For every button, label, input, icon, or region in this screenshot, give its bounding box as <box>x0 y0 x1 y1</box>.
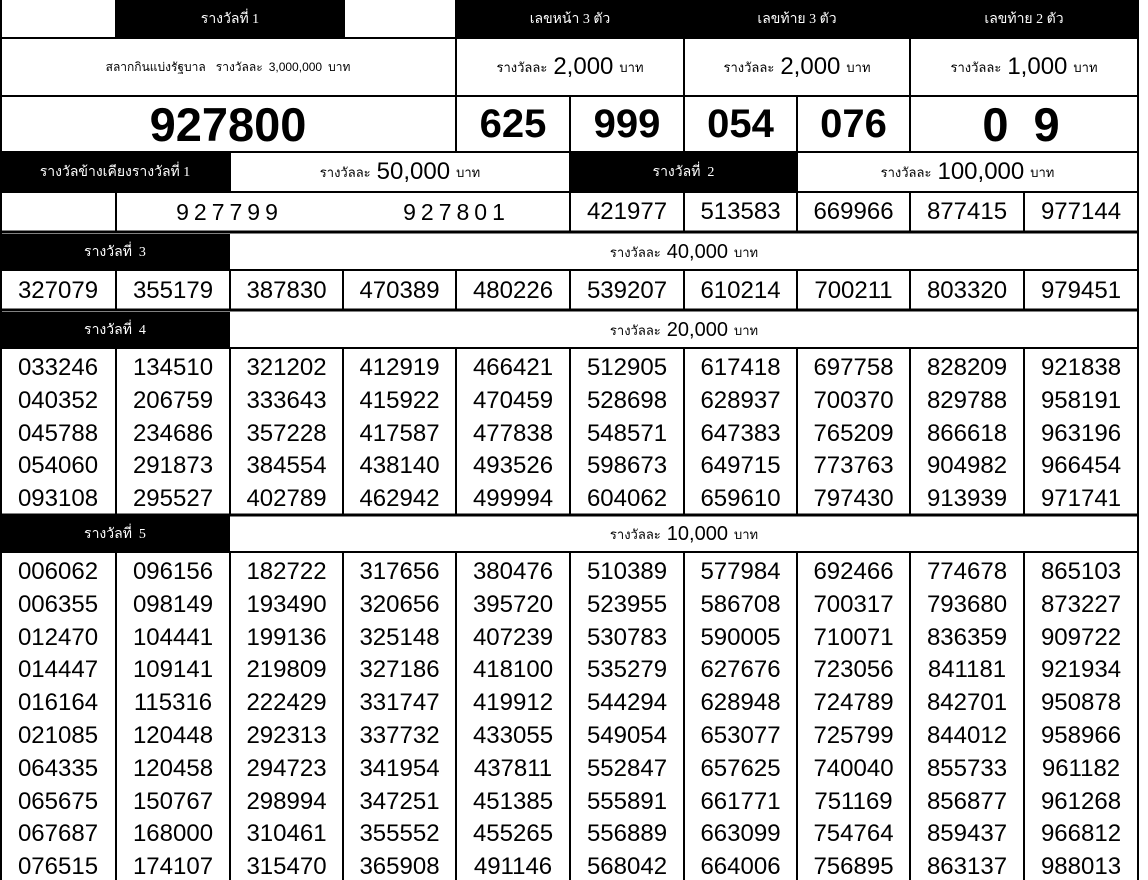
fifth-prize-number: 016164 <box>17 689 99 717</box>
front3-header <box>456 0 684 38</box>
fifth-prize-number: 455265 <box>472 820 554 848</box>
fifth-prize-column <box>343 554 456 880</box>
first-prize-header <box>116 0 344 38</box>
fourth-prize-number: 054060 <box>17 452 99 480</box>
third-prize-number: 700211 <box>797 272 910 310</box>
fifth-prize-column <box>910 554 1024 880</box>
fourth-prize-reward <box>230 312 1138 348</box>
fifth-prize-number: 298994 <box>246 787 327 815</box>
back2-reward <box>910 38 1138 96</box>
fifth-prize-number: 958966 <box>1040 721 1122 749</box>
fifth-prize-number: 754764 <box>813 820 894 848</box>
fourth-prize-column <box>1024 350 1138 514</box>
adjacent-prize-header <box>0 152 230 192</box>
fourth-prize-number: 291873 <box>132 452 214 480</box>
fifth-prize-number: 341954 <box>359 754 440 782</box>
fifth-prize-number: 855733 <box>926 754 1008 782</box>
fifth-prize-number: 842701 <box>926 689 1008 717</box>
fourth-prize-number: 093108 <box>17 485 99 513</box>
fourth-prize-number: 462942 <box>359 485 440 513</box>
fourth-prize-number: 604062 <box>586 485 668 513</box>
fifth-prize-number: 193490 <box>246 590 327 618</box>
fifth-prize-number: 292313 <box>246 721 327 749</box>
fourth-prize-column <box>230 350 343 514</box>
fifth-prize-column <box>797 554 910 880</box>
fourth-prize-number: 493526 <box>472 452 554 480</box>
fifth-prize-number: 556889 <box>586 820 668 848</box>
second-prize-number: 669966 <box>797 192 910 232</box>
fourth-prize-number: 921838 <box>1040 354 1122 381</box>
fifth-prize-number: 523955 <box>586 590 668 618</box>
first-prize-description <box>0 38 456 96</box>
fourth-prize-number: 321202 <box>246 354 327 381</box>
front3-number-2: 999 <box>570 96 684 152</box>
fifth-prize-number: 222429 <box>246 689 327 717</box>
fifth-prize-number: 988013 <box>1040 853 1122 880</box>
fourth-prize-number: 470459 <box>472 386 554 414</box>
first-prize-desc-prefix: สลากกินแบ่งรัฐบาล <box>105 59 206 74</box>
fifth-prize-number: 740040 <box>813 754 894 782</box>
fourth-prize-number: 417587 <box>359 419 440 447</box>
fifth-prize-column <box>684 554 797 880</box>
fifth-prize-number: 841181 <box>927 656 1007 684</box>
third-prize-header <box>0 234 230 270</box>
second-prize-header <box>570 152 797 192</box>
fourth-prize-number: 499994 <box>472 485 554 513</box>
fourth-prize-number: 512905 <box>586 354 668 381</box>
adjacent-prize-label: รางวัลข้างเคียงรางวัลที่ 1 <box>39 165 191 180</box>
back2-header-label: เลขท้าย 2 ตัว <box>984 12 1064 27</box>
fifth-prize-number: 859437 <box>926 820 1008 848</box>
fourth-prize-number: 384554 <box>246 452 327 480</box>
fourth-prize-number: 971741 <box>1040 485 1122 513</box>
third-prize-label: รางวัลที่ 3 <box>84 245 146 260</box>
fourth-prize-number: 913939 <box>926 485 1008 513</box>
fifth-prize-number: 327186 <box>359 656 440 684</box>
fourth-prize-number: 333643 <box>246 386 327 414</box>
adjacent-reward-label: รางวัลละ <box>319 164 371 180</box>
fourth-prize-reward-unit: บาท <box>733 322 759 338</box>
fifth-prize-number: 006062 <box>17 558 99 585</box>
fourth-prize-number: 134510 <box>132 354 214 381</box>
fourth-prize-number: 206759 <box>132 386 214 414</box>
back2-reward-unit: บาท <box>1073 59 1098 75</box>
fifth-prize-number: 961182 <box>1041 754 1121 782</box>
fifth-prize-number: 577984 <box>700 558 781 585</box>
fourth-prize-number: 647383 <box>700 419 781 447</box>
fifth-prize-number: 076515 <box>17 853 99 880</box>
fourth-prize-number: 797430 <box>813 485 894 513</box>
fifth-prize-number: 014447 <box>17 656 99 684</box>
fifth-prize-reward-amount: 10,000 <box>666 522 728 545</box>
third-prize-number: 470389 <box>343 272 456 310</box>
fifth-prize-number: 586708 <box>700 590 781 618</box>
fifth-prize-number: 664006 <box>700 853 781 880</box>
fifth-prize-number: 856877 <box>926 787 1008 815</box>
fifth-prize-number: 909722 <box>1040 623 1122 651</box>
back3-reward-label: รางวัลละ <box>723 59 775 75</box>
fourth-prize-number: 033246 <box>17 354 99 381</box>
fifth-prize-label: รางวัลที่ 5 <box>84 527 146 542</box>
fifth-prize-column <box>570 554 684 880</box>
first-prize-desc-reward: รางวัลละ <box>215 59 263 74</box>
fifth-prize-number: 168000 <box>132 820 214 848</box>
back3-number-2: 076 <box>797 96 910 152</box>
fifth-prize-number: 150767 <box>132 787 214 815</box>
fifth-prize-number: 006355 <box>17 590 99 618</box>
second-prize-number: 513583 <box>684 192 797 232</box>
fifth-prize-number: 552847 <box>586 754 668 782</box>
back2-header <box>910 0 1138 38</box>
fourth-prize-column <box>910 350 1024 514</box>
fifth-prize-number: 337732 <box>359 721 440 749</box>
fifth-prize-number: 663099 <box>700 820 781 848</box>
fifth-prize-number: 793680 <box>926 590 1008 618</box>
fourth-prize-column <box>116 350 230 514</box>
fifth-prize-reward-label: รางวัลละ <box>609 526 661 542</box>
fifth-prize-number: 320656 <box>359 590 440 618</box>
fifth-prize-number: 568042 <box>586 853 668 880</box>
fifth-prize-number: 325148 <box>359 623 440 651</box>
adjacent-reward-amount: 50,000 <box>376 158 451 185</box>
back3-reward <box>684 38 910 96</box>
fourth-prize-number: 402789 <box>246 485 327 513</box>
front3-number-1: 625 <box>456 96 570 152</box>
second-prize-reward-amount: 100,000 <box>937 158 1025 185</box>
fourth-prize-number: 415922 <box>359 386 440 414</box>
fifth-prize-number: 021085 <box>17 721 99 749</box>
fifth-prize-number: 355552 <box>359 820 440 848</box>
fifth-prize-column <box>456 554 570 880</box>
fifth-prize-number: 657625 <box>700 754 781 782</box>
fifth-prize-number: 836359 <box>926 623 1008 651</box>
fifth-prize-number: 067687 <box>17 820 99 848</box>
fifth-prize-number: 535279 <box>586 656 668 684</box>
fourth-prize-number: 628937 <box>700 386 781 414</box>
back3-header <box>684 0 910 38</box>
front3-reward-amount: 2,000 <box>553 53 614 80</box>
fourth-prize-number: 548571 <box>586 419 668 447</box>
fourth-prize-number: 045788 <box>17 419 99 447</box>
fourth-prize-number: 412919 <box>359 354 440 381</box>
fourth-prize-column <box>0 350 116 514</box>
fifth-prize-number: 590005 <box>700 623 781 651</box>
fifth-prize-column <box>0 554 116 880</box>
fifth-prize-number: 865103 <box>1040 558 1122 585</box>
second-prize-number: 421977 <box>570 192 684 232</box>
third-prize-reward-unit: บาท <box>733 244 759 260</box>
fourth-prize-number: 958191 <box>1040 386 1122 414</box>
fifth-prize-number: 418100 <box>472 656 554 684</box>
back2-reward-amount: 1,000 <box>1007 53 1068 80</box>
fifth-prize-number: 174107 <box>132 853 214 880</box>
fifth-prize-number: 294723 <box>246 754 327 782</box>
fifth-prize-number: 104441 <box>132 623 214 651</box>
fifth-prize-number: 109141 <box>132 656 214 684</box>
fourth-prize-number: 765209 <box>813 419 894 447</box>
fourth-prize-number: 773763 <box>813 452 894 480</box>
fourth-prize-number: 829788 <box>926 386 1008 414</box>
fifth-prize-number: 199136 <box>246 623 327 651</box>
adjacent-reward-unit: บาท <box>456 164 481 180</box>
fifth-prize-number: 419912 <box>472 689 554 717</box>
third-prize-number: 387830 <box>230 272 343 310</box>
third-prize-number: 803320 <box>910 272 1024 310</box>
fifth-prize-number: 317656 <box>359 558 440 585</box>
fourth-prize-number: 234686 <box>132 419 214 447</box>
fourth-prize-number: 357228 <box>246 419 327 447</box>
fourth-prize-column <box>343 350 456 514</box>
back2-reward-label: รางวัลละ <box>950 59 1002 75</box>
fifth-prize-number: 120458 <box>132 754 214 782</box>
fourth-prize-number: 040352 <box>17 386 99 414</box>
fourth-prize-reward-label: รางวัลละ <box>609 322 661 338</box>
third-prize-reward-amount: 40,000 <box>666 240 728 263</box>
fifth-prize-number: 115316 <box>133 689 213 717</box>
fifth-prize-number: 627676 <box>700 656 781 684</box>
second-prize-number: 877415 <box>910 192 1024 232</box>
fourth-prize-number: 649715 <box>700 452 781 480</box>
fifth-prize-number: 012470 <box>17 623 99 651</box>
front3-reward-unit: บาท <box>619 59 644 75</box>
fourth-prize-number: 904982 <box>926 452 1008 480</box>
fifth-prize-number: 437811 <box>473 754 553 782</box>
third-prize-number: 327079 <box>0 272 116 310</box>
fourth-prize-column <box>684 350 797 514</box>
fourth-prize-header <box>0 312 230 348</box>
front3-header-label: เลขหน้า 3 ตัว <box>529 12 611 27</box>
fourth-prize-number: 528698 <box>586 386 668 414</box>
fourth-prize-number: 295527 <box>132 485 214 513</box>
fifth-prize-number: 724789 <box>813 689 894 717</box>
fifth-prize-number: 692466 <box>813 558 894 585</box>
fifth-prize-number: 530783 <box>586 623 668 651</box>
fifth-prize-number: 661771 <box>700 787 781 815</box>
fifth-prize-number: 407239 <box>472 623 554 651</box>
back2-number: 0 9 <box>910 96 1138 152</box>
fourth-prize-number: 659610 <box>700 485 781 513</box>
fifth-prize-number: 065675 <box>17 787 99 815</box>
first-prize-number: 927800 <box>0 96 456 152</box>
adjacent-reward <box>230 152 570 192</box>
fifth-prize-reward-unit: บาท <box>733 526 759 542</box>
fourth-prize-number: 966454 <box>1040 452 1122 480</box>
fourth-prize-number: 866618 <box>926 419 1008 447</box>
adjacent-number-2: 927801 <box>343 192 570 232</box>
fifth-prize-number: 873227 <box>1040 590 1122 618</box>
fifth-prize-number: 219809 <box>246 656 327 684</box>
fifth-prize-number: 921934 <box>1040 656 1122 684</box>
fifth-prize-number: 510389 <box>586 558 668 585</box>
third-prize-number: 610214 <box>684 272 797 310</box>
fifth-prize-number: 120448 <box>132 721 214 749</box>
fifth-prize-number: 628948 <box>700 689 781 717</box>
fifth-prize-number: 555891 <box>586 787 668 815</box>
back3-number-1: 054 <box>684 96 797 152</box>
fifth-prize-number: 756895 <box>813 853 894 880</box>
fourth-prize-column <box>797 350 910 514</box>
fifth-prize-number: 751169 <box>814 787 893 815</box>
fifth-prize-number: 310461 <box>246 820 327 848</box>
fifth-prize-number: 098149 <box>132 590 214 618</box>
fourth-prize-column <box>570 350 684 514</box>
fifth-prize-number: 347251 <box>359 787 440 815</box>
fifth-prize-number: 710071 <box>813 623 894 651</box>
fifth-prize-number: 064335 <box>17 754 99 782</box>
fourth-prize-reward-amount: 20,000 <box>666 318 728 341</box>
fifth-prize-number: 966812 <box>1040 820 1122 848</box>
fifth-prize-column <box>230 554 343 880</box>
second-prize-reward <box>797 152 1138 192</box>
fifth-prize-number: 700317 <box>813 590 894 618</box>
fifth-prize-number: 395720 <box>472 590 554 618</box>
adjacent-number-1: 927799 <box>116 192 343 232</box>
fifth-prize-number: 331747 <box>359 689 440 717</box>
fourth-prize-label: รางวัลที่ 4 <box>84 323 146 338</box>
fifth-prize-number: 491146 <box>473 853 553 880</box>
third-prize-number: 979451 <box>1024 272 1138 310</box>
header-blank-left <box>0 0 116 38</box>
fourth-prize-number: 828209 <box>926 354 1008 381</box>
second-prize-number: 977144 <box>1024 192 1138 232</box>
fifth-prize-number: 863137 <box>926 853 1008 880</box>
back3-header-label: เลขท้าย 3 ตัว <box>757 12 837 27</box>
back3-reward-unit: บาท <box>846 59 871 75</box>
third-prize-number: 480226 <box>456 272 570 310</box>
adjacent-blank <box>0 192 116 232</box>
fifth-prize-number: 433055 <box>472 721 554 749</box>
second-prize-label: รางวัลที่ 2 <box>652 165 715 180</box>
fifth-prize-number: 182722 <box>246 558 327 585</box>
fifth-prize-number: 844012 <box>926 721 1008 749</box>
front3-reward-label: รางวัลละ <box>496 59 548 75</box>
third-prize-number: 539207 <box>570 272 684 310</box>
back3-reward-amount: 2,000 <box>780 53 841 80</box>
first-prize-desc-amount: 3,000,000 <box>268 60 323 74</box>
fifth-prize-number: 961268 <box>1040 787 1122 815</box>
fifth-prize-number: 723056 <box>813 656 894 684</box>
second-prize-reward-label: รางวัลละ <box>880 164 932 180</box>
fourth-prize-column <box>456 350 570 514</box>
fifth-prize-number: 544294 <box>586 689 668 717</box>
fourth-prize-number: 617418 <box>700 354 781 381</box>
fourth-prize-number: 697758 <box>813 354 894 381</box>
fifth-prize-header <box>0 516 230 552</box>
fourth-prize-number: 963196 <box>1040 419 1122 447</box>
fifth-prize-column <box>116 554 230 880</box>
fourth-prize-number: 438140 <box>359 452 440 480</box>
fourth-prize-number: 477838 <box>472 419 554 447</box>
fourth-prize-number: 700370 <box>813 386 894 414</box>
fifth-prize-number: 365908 <box>359 853 440 880</box>
fifth-prize-number: 549054 <box>586 721 668 749</box>
fifth-prize-number: 315470 <box>246 853 327 880</box>
fifth-prize-number: 096156 <box>132 558 214 585</box>
fifth-prize-number: 380476 <box>472 558 554 585</box>
fifth-prize-number: 725799 <box>813 721 894 749</box>
fifth-prize-column <box>1024 554 1138 880</box>
second-prize-reward-unit: บาท <box>1030 164 1055 180</box>
fifth-prize-number: 774678 <box>926 558 1008 585</box>
fifth-prize-number: 950878 <box>1040 689 1122 717</box>
third-prize-reward <box>230 234 1138 270</box>
fifth-prize-number: 653077 <box>700 721 781 749</box>
first-prize-header-label: รางวัลที่ 1 <box>200 12 260 27</box>
header-blank-right <box>344 0 456 38</box>
fifth-prize-reward <box>230 516 1138 552</box>
fourth-prize-number: 598673 <box>586 452 668 480</box>
fifth-prize-number: 451385 <box>472 787 554 815</box>
fourth-prize-number: 466421 <box>472 354 554 381</box>
third-prize-number: 355179 <box>116 272 230 310</box>
front3-reward <box>456 38 684 96</box>
first-prize-desc-unit: บาท <box>328 59 351 74</box>
third-prize-reward-label: รางวัลละ <box>609 244 661 260</box>
